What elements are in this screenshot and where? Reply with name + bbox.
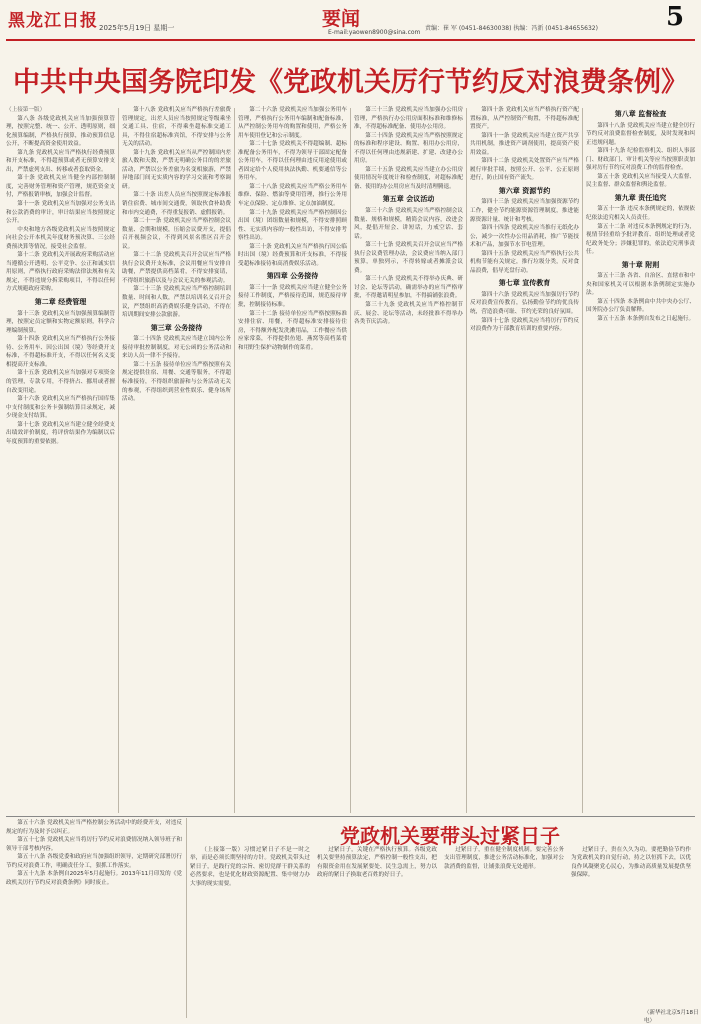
- masthead-rule: [6, 39, 695, 41]
- article-paragraph: 第四十二条 党政机关处置资产应当严格履行审批手续，按照公开、公平、公正原则进行，防止国有资产流失。: [470, 158, 579, 182]
- column-rule: [118, 108, 119, 813]
- article-paragraph: 第二十六条 党政机关应当加强公务用车管理，严格执行公务用车编制和配备标准，从严控制公务用车的购置和使用，严格公务用车使用登记和公示制度。: [238, 107, 347, 139]
- chapter-heading: 第八章 监督检查: [614, 110, 667, 118]
- article-paragraph: 第五十四条 本条例由中共中央办公厅、国务院办公厅负责解释。: [586, 298, 695, 314]
- text-column: [470, 106, 579, 815]
- chapter-heading: 第七章 宣传教育: [498, 279, 551, 288]
- main-headline: 中共中央国务院印发《党政机关厉行节约反对浪费条例》: [13, 67, 688, 98]
- chapter-heading: 第九章 责任追究: [614, 193, 667, 202]
- article-paragraph: 第二十五条 接待单位应当严格按照有关规定提供住宿、用餐、交通等服务，不得超标准接待，不得组织旅游和与公务活动无关的参观，不得组织到营业性娱乐、健身场所活动。: [122, 361, 231, 403]
- article-paragraph: 第二十四条 党政机关应当建立国内公务接待审批控制制度，对无公函的公务活动和来访人员一律不予接待。: [122, 336, 231, 360]
- text-column: [6, 106, 115, 815]
- box-byline: （新华社北京5月18日电）: [644, 1010, 699, 1024]
- article-paragraph: 第五十九条 本条例自2025年5月起施行。2013年11月印发的《党政机关厉行节约反对浪费条例》同时废止。: [6, 871, 182, 886]
- commentary-column: [190, 846, 310, 1014]
- chapter-heading: 第二章 经费管理: [34, 298, 87, 307]
- article-paragraph: 第四十一条 党政机关应当建立资产共享共用机制，推进资产调剂使用，提高资产使用效益。: [470, 132, 579, 156]
- continuation-note: （上接第一版）: [6, 107, 46, 113]
- article-paragraph: 第三十三条 党政机关应当加强办公用房管理，严格执行办公用房面积标准和维修标准，不得超标准配备、使用办公用房。: [354, 107, 463, 131]
- section-email: E-mail:yaowen8900@sina.com: [328, 29, 421, 36]
- article-paragraph: 第二十九条 党政机关应当严格控制因公出国（境）团组数量和规模，不得安排照顾性、无实质内容的一般性出访，不得安排考察性出访。: [238, 209, 347, 242]
- commentary-columns: [190, 846, 695, 1016]
- article-paragraph: 第四十三条 党政机关应当加强资源节约工作，健全节约能源资源管理制度，推进能源资源计量、统计和考核。: [470, 199, 579, 223]
- article-paragraph: 第五十五条 本条例自发布之日起施行。: [597, 316, 695, 323]
- article-paragraph: 第五十七条 党政机关应当将厉行节约反对浪费情况纳入领导班子和领导干部考核内容。: [6, 837, 182, 852]
- article-paragraph: 第十九条 党政机关应当从严控制国内差旅人数和天数，严禁无明确公务目的的差旅活动，严禁以公务差旅为名变相旅游，严禁异地部门间无实质内容的学习交流和考察调研。: [122, 149, 231, 190]
- article-paragraph: 第三十二条 接待单位应当严格按照标准安排住宿、用餐，不得超标准安排接待住房，不得额外配发洗漱用品，工作餐应当供应家常菜，不得提供鱼翅、燕窝等高档菜肴和用野生保护动物制作的菜肴。: [238, 310, 347, 351]
- article-paragraph: 第十四条 党政机关应当严格执行公务接待、公务用车、因公出国（境）等经费开支标准，不得超标准开支，不得以任何名义变相提高开支标准。: [6, 336, 115, 368]
- article-paragraph: 第十六条 党政机关应当严格执行国库集中支付制度和公务卡强制结算目录规定，减少现金支付结算。: [6, 396, 115, 420]
- box-headline: 党政机关要带头过紧日子: [340, 824, 560, 848]
- commentary-paragraph: 过紧日子，贵在久久为功。要把勤俭节约作为党政机关的自觉行动，持之以恒抓下去，以优良作风凝聚党心民心，为推动高质量发展提供坚强保障。: [571, 847, 691, 879]
- article-paragraph: 第三十条 党政机关应当严格执行因公临时出国（境）经费预算和开支标准，不得接受超标准接待和高消费娱乐活动。: [238, 243, 347, 267]
- commentary-column: [444, 846, 564, 1014]
- article-paragraph: 第十条 党政机关应当健全内部控制制度，完善财务管理和资产管理，规范资金支付，严格报销审核，加强会计监督。: [6, 175, 115, 199]
- box-divider: [186, 818, 187, 1018]
- masthead: [0, 0, 701, 40]
- article-paragraph: 第五十一条 违反本条例规定的，依规依纪依法追究相关人员责任。: [586, 206, 695, 222]
- article-paragraph: 第二十七条 党政机关不得超编制、超标准配备公务用车，不得为领导干部固定配备公务用车，不得以任何理由违反用途使用或者固定给个人使用执法执勤、机要通信等公务用车。: [238, 141, 347, 182]
- commentary-paragraph: 过紧日子，关键在严格执行预算。各级党政机关要坚持预算法定，严格控制一般性支出，把有限资金用在发展紧要处、民生急需上，努力以政府的紧日子换取老百姓的好日子。: [317, 847, 437, 879]
- chapter-heading: 第六章 资源节约: [498, 186, 551, 195]
- text-column: [586, 106, 695, 815]
- paper-name: 黑龙江日报: [8, 11, 98, 31]
- commentary-paragraph: （上接第一版）习惯过紧日子不是一时之举，而是必须长期坚持的方针。党政机关带头过紧日子，是践行党的宗旨、密切党群干群关系的必然要求，也是优化财政资源配置、集中财力办大事的现实需要。: [190, 847, 310, 887]
- article-paragraph: 第四十八条 党政机关应当建立健全厉行节约反对浪费监督检查制度，及时发现和纠正违规问题。: [586, 122, 695, 146]
- article-paragraph: 第五十二条 对违反本条例规定的行为，视情节轻重给予批评教育、组织处理或者党纪政务处分；涉嫌犯罪的，依法追究刑事责任。: [586, 223, 695, 256]
- issue-date: 2025年5月19日 星期一: [99, 24, 175, 32]
- article-paragraph: 第十一条 党政机关应当加强对公务支出和公款消费的审计，审计结果应当按照规定公开。: [6, 201, 115, 225]
- article-paragraph: 第四十条 党政机关应当严格执行资产配置标准，从严控制资产购置，不得超标准配置资产。: [470, 107, 579, 131]
- article-paragraph: 第二十一条 党政机关应当严格控制会议数量、会期和规模，压缩会议费开支，提倡召开视频会议，不得到风景名胜区召开会议。: [122, 218, 231, 250]
- chapter-heading: 第三章 公务接待: [150, 323, 203, 332]
- text-column: [238, 106, 347, 815]
- article-paragraph: 第十七条 党政机关应当建立健全经费支出绩效评价制度，将评价结果作为编制以后年度预算的重要依据。: [6, 421, 115, 445]
- article-paragraph: 第十二条 党政机关开展政府采购活动应当遵循公开透明、公平竞争、公正和诚实信用原则，严格执行政府采购法律法规和有关规定，不得违规分拆采购项目，不得以任何方式规避政府采购。: [6, 252, 115, 293]
- article-paragraph: 第五十三条 各省、自治区、直辖市和中央和国家机关可以根据本条例制定实施办法。: [586, 273, 695, 297]
- article-paragraph: 第八条 各级党政机关应当加强预算管理，按照完整、统一、公开、透明原则，细化预算编制，严格执行预算，推动预算信息公开，不断提高资金使用效益。: [6, 115, 115, 148]
- article-paragraph: 第四十九条 纪检监察机关、组织人事部门、财政部门、审计机关等应当按照职责加强对厉行节约反对浪费工作的监督检查。: [586, 148, 695, 172]
- article-paragraph: 第五十六条 党政机关应当严格控制公务活动中的经费开支，对违反规定的行为及时予以纠正。: [6, 820, 182, 835]
- article-paragraph: 第十八条 党政机关应当严格执行差旅费管理规定，出差人员应当按照规定等级乘坐交通工具、住宿，不得乘坐超标准交通工具，不得住宿超标准宾馆，不得安排与公务无关的活动。: [122, 107, 231, 148]
- article-paragraph: 第二十三条 党政机关应当严格控制培训数量、时间和人数，严禁以培训名义召开会议，严禁组织高消费娱乐健身活动，不得在培训期间安排公款旅游。: [122, 286, 231, 319]
- article-paragraph: 第二十条 出差人员应当按照规定标准报销住宿费、城市间交通费，领取伙食补助费和市内交通费，不得重复报销、虚假报销。: [122, 192, 231, 216]
- article-paragraph: 第五十条 党政机关应当接受人大监督、民主监督、群众监督和舆论监督。: [586, 173, 695, 189]
- editor-contacts: 责编：崔 军 (0451-84630038) 执编：冯新 (0451-84655632): [425, 25, 598, 32]
- commentary-paragraph: 过紧日子，重在健全制度机制。要完善公务支出管理制度，推进公务活动标准化，加强对公款消费的监督，让铺张浪费无处遁形。: [444, 847, 564, 870]
- page-number: 5: [666, 2, 685, 32]
- section-divider: [6, 816, 695, 817]
- article-paragraph: 第三十一条 党政机关应当建立健全公务接待工作制度，严格接待范围，规范接待审批，控制接待标准。: [238, 284, 347, 309]
- article-continuation: [6, 819, 182, 1019]
- article-paragraph: 第三十四条 党政机关应当严格按照规定的标准和程序建设、购置、租用办公用房，不得以任何理由违规新建、扩建、改建办公用房。: [354, 132, 463, 165]
- section-title: 要闻: [322, 8, 361, 30]
- article-paragraph: 第三十六条 党政机关应当严格控制会议数量、规格和规模，精简会议内容，改进会风，提倡开短会、讲短话，力戒空话、套话。: [354, 208, 463, 240]
- article-paragraph: 第四十四条 党政机关应当推行无纸化办公，减少一次性办公用品消耗，推广节能技术和产品，加强节水节电管理。: [470, 225, 579, 249]
- article-paragraph: 第三十九条 党政机关应当严格控制节庆、展会、论坛等活动，未经批准不得举办各类节庆活动。: [354, 302, 463, 326]
- text-column: [354, 106, 463, 815]
- article-paragraph: 第三十八条 党政机关不得举办庆典、研讨会、论坛等活动，确需举办的应当严格审批，不得邀请明星参加，不得搞铺张浪费。: [354, 276, 463, 300]
- chapter-heading: 第十章 附则: [621, 260, 660, 269]
- commentary-column: [571, 846, 691, 1014]
- column-rule: [234, 108, 235, 813]
- article-paragraph: 第五十八条 各级党委和政府应当加强组织领导，定期研究部署厉行节约反对浪费工作，明确责任分工，狠抓工作落实。: [6, 854, 182, 869]
- article-paragraph: 第四十六条 党政机关应当加强厉行节约反对浪费宣传教育，弘扬勤俭节约的优良传统，营造浪费可耻、节约光荣的良好氛围。: [470, 291, 579, 316]
- article-paragraph: 第三十五条 党政机关应当建立办公用房使用情况年度统计和检查制度，对超标准配备、使用的办公用房应当及时清理腾退。: [354, 166, 463, 190]
- article-paragraph: 中央和地方各级党政机关应当按照规定向社会公开本机关年度财务预决算、三公经费预决算等情况，接受社会监督。: [6, 226, 115, 250]
- chapter-heading: 第四章 公务接待: [266, 272, 319, 281]
- article-paragraph: 第十五条 党政机关应当加强对专项资金的管理，专款专用，不得挤占、挪用或者擅自改变用途。: [6, 370, 115, 394]
- commentary-column: [317, 846, 437, 1014]
- article-paragraph: 第二十八条 党政机关应当严格公务用车维修、保险、燃油等费用管理，推行公务用车定点保险、定点维修、定点加油制度。: [238, 183, 347, 208]
- article-paragraph: 第四十五条 党政机关应当严格执行公共机构节能有关规定，推行垃圾分类，反对食品浪费，倡导光盘行动。: [470, 250, 579, 274]
- column-rule: [582, 108, 583, 813]
- chapter-heading: 第五章 会议活动: [382, 195, 435, 204]
- text-column: [122, 106, 231, 815]
- column-rule: [350, 108, 351, 813]
- article-paragraph: 第九条 党政机关应当严格执行经费预算和开支标准，不得超预算或者无预算安排支出，严禁虚列支出、转移或者套取资金。: [6, 149, 115, 173]
- article-paragraph: 第二十二条 党政机关召开会议应当严格执行会议费开支标准，会议用餐应当安排自助餐，严禁提供高档菜肴，不得安排宴请，不得组织旅游以及与会议无关的参观活动。: [122, 252, 231, 284]
- article-paragraph: 第四十七条 党政机关应当将厉行节约反对浪费作为干部教育培训的重要内容。: [470, 317, 579, 333]
- column-rule: [466, 108, 467, 813]
- article-paragraph: 第十三条 党政机关应当加强预算编制管理，按照定员定额和实物定额原则，科学合理编制预算。: [6, 310, 115, 334]
- article-paragraph: 第三十七条 党政机关召开会议应当严格执行会议费管理办法，会议费应当纳入部门预算，单独列示，不得转嫁或者摊派会议费。: [354, 242, 463, 274]
